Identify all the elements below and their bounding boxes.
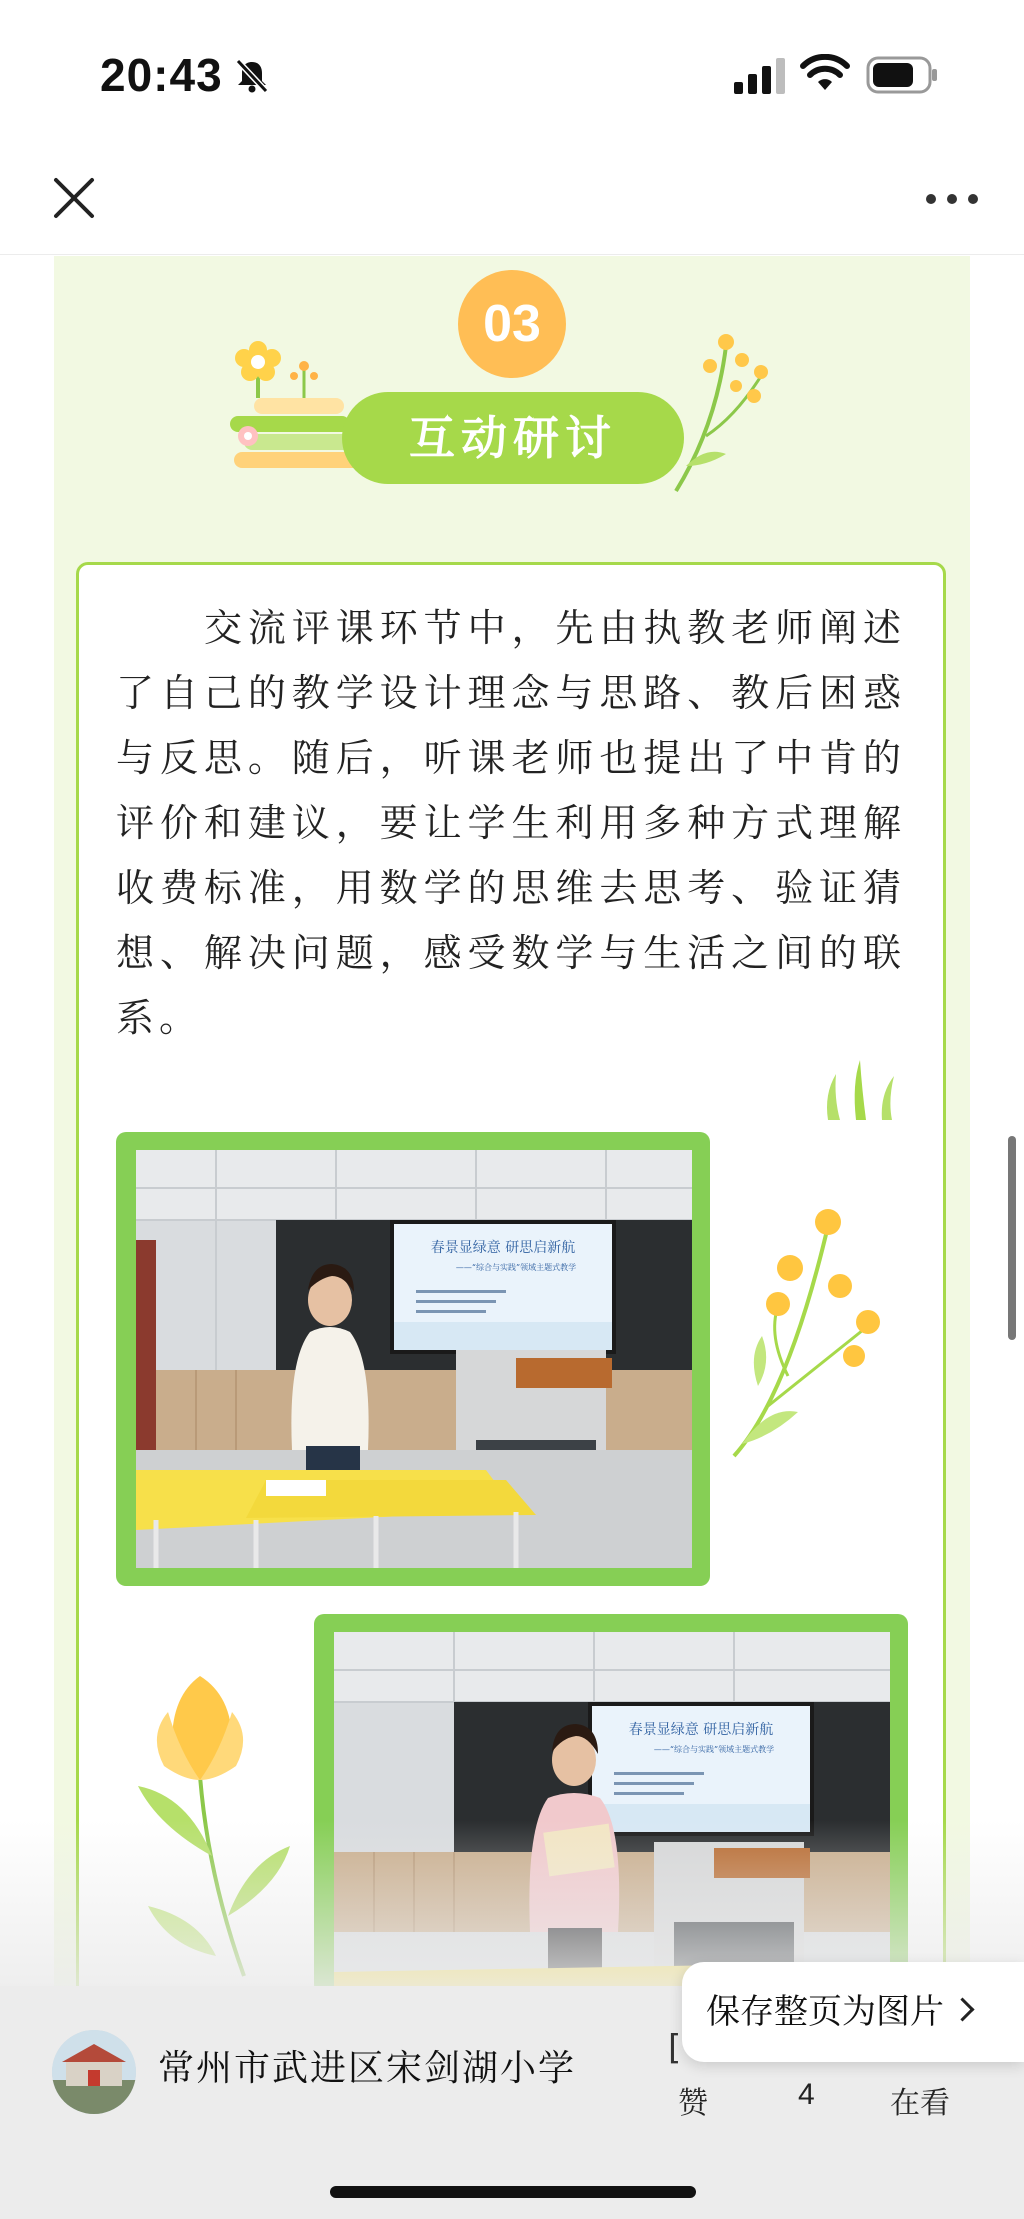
chevron-right-icon bbox=[950, 1997, 974, 2021]
status-time: 20:43 bbox=[100, 49, 223, 101]
article-paragraph: 交流评课环节中，先由执教老师阐述了自己的教学设计理念与思路、教后困惑与反思。随后，听课老师也提出了中肯的评价和建议，要让学生利用多种方式理解收费标准，用数学的思维去思考、验证猜想、解决问题，感受数学与生活之间的联系。 bbox=[116, 606, 906, 1040]
account-name[interactable]: 常州市武进区宋剑湖小学 bbox=[158, 2048, 577, 2089]
like-count: 4 bbox=[798, 2078, 815, 2111]
nav-bar bbox=[0, 150, 1024, 255]
close-icon[interactable] bbox=[50, 174, 98, 222]
section-title: 互动研讨 bbox=[342, 392, 684, 484]
cellular-signal-icon bbox=[734, 58, 786, 94]
save-page-as-image-button[interactable] bbox=[682, 1962, 1024, 2062]
more-options-icon[interactable] bbox=[924, 190, 980, 208]
battery-icon bbox=[866, 56, 938, 94]
slide-title-2: 春景显绿意 研思启新航 bbox=[628, 1722, 774, 1738]
scroll-indicator[interactable] bbox=[1008, 1136, 1016, 1340]
viewing-button[interactable]: 在看 bbox=[890, 2086, 950, 2121]
bell-muted-icon bbox=[232, 56, 272, 96]
section-number-badge: 03 bbox=[458, 270, 566, 378]
status-bar bbox=[0, 0, 1024, 150]
grass-decoration bbox=[816, 1054, 908, 1124]
account-avatar[interactable] bbox=[52, 2030, 136, 2114]
bracket-glyph: [ bbox=[668, 2028, 682, 2068]
berry-branch-decoration bbox=[666, 326, 776, 496]
wifi-icon bbox=[800, 54, 850, 94]
home-indicator[interactable] bbox=[330, 2186, 696, 2198]
slide-subtitle-1: ——“综合与实践”领域主题式教学 bbox=[455, 1263, 577, 1272]
article-content bbox=[0, 256, 1024, 1986]
save-page-as-image-label: 保存整页为图片 bbox=[706, 1992, 944, 2032]
classroom-photo-1[interactable] bbox=[136, 1150, 692, 1568]
yellow-berry-branch-decoration bbox=[728, 1206, 898, 1466]
like-button[interactable]: 赞 bbox=[678, 2086, 708, 2121]
slide-subtitle-2: ——“综合与实践”领域主题式教学 bbox=[653, 1745, 775, 1754]
slide-title-1: 春景显绿意 研思启新航 bbox=[430, 1240, 576, 1256]
